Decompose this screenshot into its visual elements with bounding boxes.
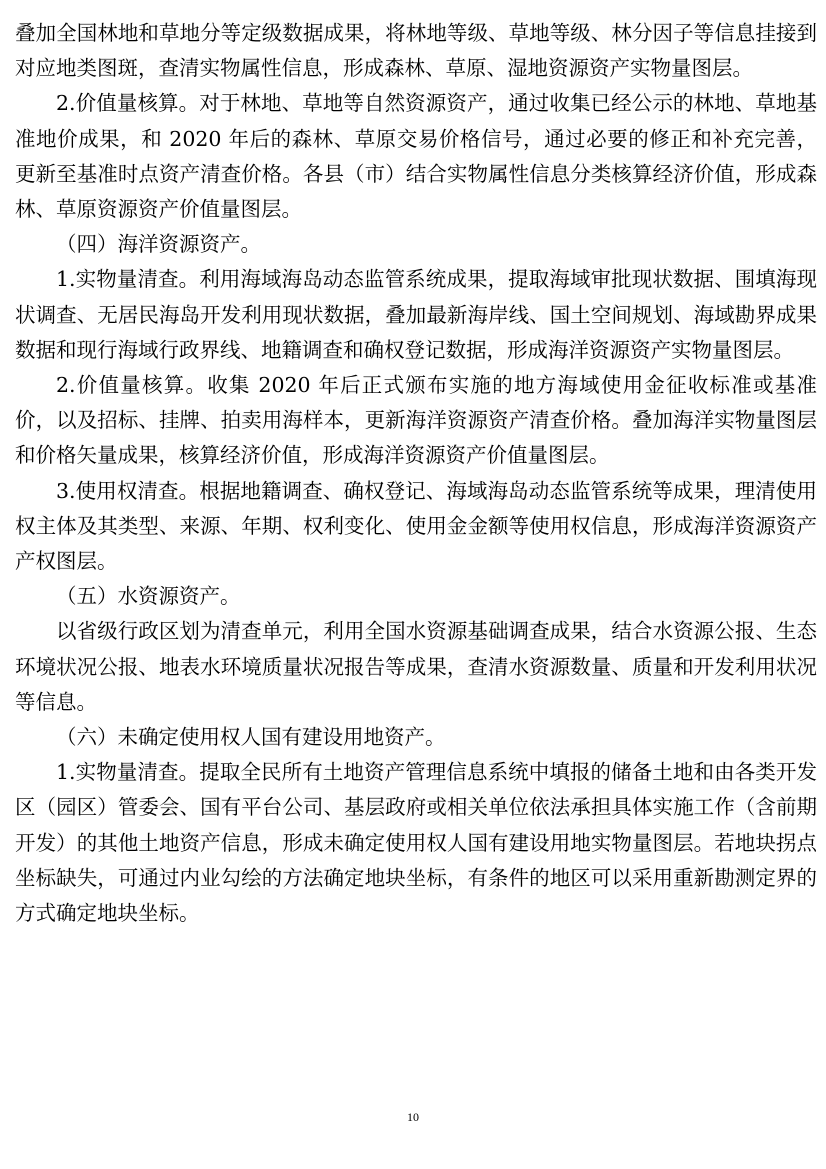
paragraph-marine-value: 2.价值量核算。收集 2020 年后正式颁布实施的地方海域使用金征收标准或基准价，以及招标、挂牌、拍卖用海样本，更新海洋资源资产清查价格。叠加海洋实物量图层和价格矢量成果，核算经济价值，形成海洋资源资产价值量图层。 — [15, 373, 817, 468]
paragraph-value-accounting-forest: 2.价值量核算。对于林地、草地等自然资源资产，通过收集已经公示的林地、草地基准地价成果，和 2020 年后的森林、草原交易价格信号，通过必要的修正和补充完善，更新至基准时点资产清查价格。各县（市）结合实物属性信息分类核算经济价值，形成森林、草原资源资产价值量图层。 — [15, 91, 817, 222]
paragraph-marine-physical: 1.实物量清查。利用海域海岛动态监管系统成果，提取海域审批现状数据、围填海现状调查、无居民海岛开发利用现状数据，叠加最新海岸线、国土空间规划、海域勘界成果数据和现行海域行政界线、地籍调查和确权登记数据，形成海洋资源资产实物量图层。 — [15, 267, 817, 362]
document-body — [15, 16, 817, 931]
section-heading-land: （六）未确定使用权人国有建设用地资产。 — [56, 725, 446, 750]
paragraph-marine-rights: 3.使用权清查。根据地籍调查、确权登记、海域海岛动态监管系统等成果，理清使用权主体及其类型、来源、年期、权利变化、使用金金额等使用权信息，形成海洋资源资产产权图层。 — [15, 478, 817, 574]
section-heading-water: （五）水资源资产。 — [56, 584, 241, 609]
paragraph-water: 以省级行政区划为清查单元，利用全国水资源基础调查成果，结合水资源公报、生态环境状况公报、地表水环境质量状况报告等成果，查清水资源数量、质量和开发利用状况等信息。 — [15, 619, 817, 714]
page-number: 10 — [407, 1110, 419, 1124]
section-heading-marine: （四）海洋资源资产。 — [56, 232, 261, 257]
paragraph-land-physical: 1.实物量清查。提取全民所有土地资产管理信息系统中填报的储备土地和由各类开发区（园区）管委会、国有平台公司、基层政府或相关单位依法承担具体实施工作（含前期开发）的其他土地资产信息，形成未确定使用权人国有建设用地实物量图层。若地块拐点坐标缺失，可通过内业勾绘的方法确定地块坐标，有条件的地区可以采用重新勘测定界的方式确定地块坐标。 — [15, 760, 817, 926]
paragraph-continuation: 叠加全国林地和草地分等定级数据成果，将林地等级、草地等级、林分因子等信息挂接到对应地类图斑，查清实物属性信息，形成森林、草原、湿地资源资产实物量图层。 — [15, 21, 817, 81]
